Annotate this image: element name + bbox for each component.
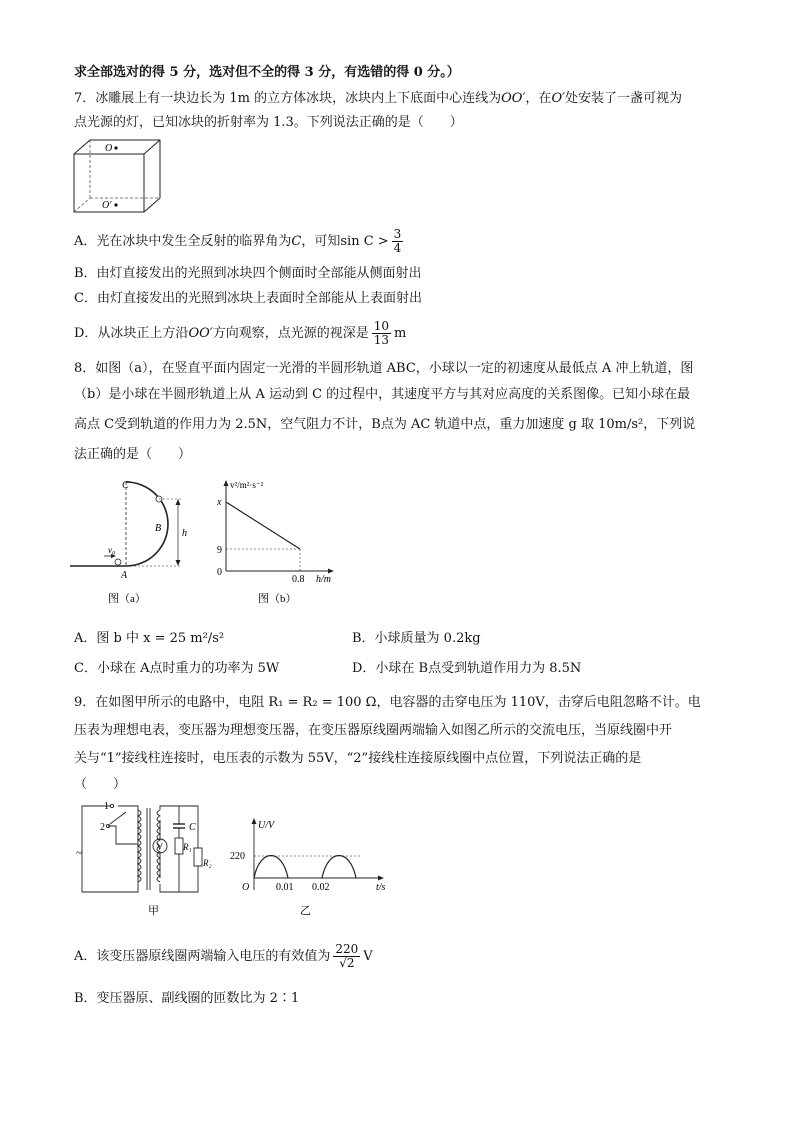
label-origin: O [242, 882, 250, 893]
arrow-right-icon [328, 569, 334, 574]
q7-stem-1: 7．冰雕展上有一块边长为 1m 的立方体冰块，冰块内上下底面中心连线为 [74, 91, 502, 106]
label-x: x [217, 497, 222, 508]
q9-stem-3: 关与“1”接线柱连接时，电压表的示数为 55V，“2”接线柱连接原线圈中点位置，下列说法正确的是 [74, 751, 642, 766]
q8-option-d: D．小球在 B点受到轨道作用力为 8.5N [352, 661, 582, 676]
arrow-up-icon [224, 480, 229, 486]
label-0-02: 0.02 [312, 882, 330, 893]
q8-option-b: B．小球质量为 0.2kg [352, 631, 481, 646]
q8-stem-3: 高点 C受到轨道的作用力为 2.5N，空气阻力不计，B点为 AC 轨道中点，重力加速度 g 取 10m/s²，下列说 [74, 417, 696, 432]
label-c: C [122, 480, 129, 491]
q7-opt-d-unit: m [394, 326, 407, 341]
q9-option-b: B．变压器原、副线圈的匝数比为 2∶1 [74, 991, 300, 1006]
arrow-up-icon [252, 818, 257, 824]
semicircle-track [126, 482, 168, 566]
label-0-01: 0.01 [276, 882, 294, 893]
q7-stem-line-1 [74, 90, 682, 108]
q8-figure-a [70, 476, 200, 608]
q8-option-c: C．小球在 A点时重力的功率为 5W [74, 661, 280, 676]
label-220: 220 [230, 851, 245, 862]
q7-stem-1c: 处安装了一盏可视为 [565, 91, 683, 106]
q8-stem-4: 法正确的是（ ） [74, 447, 192, 462]
q7-opt-d-mid: 方向观察，点光源的视深是 [212, 326, 369, 341]
q7-option-d [74, 320, 406, 347]
terminal-1-label: 1 [104, 801, 109, 812]
label-v0: v₀ [108, 545, 116, 555]
figure-a-caption: 图（a） [108, 593, 146, 605]
wire [82, 886, 138, 892]
capacitor-label: C [189, 822, 196, 833]
half-wave-2 [322, 856, 356, 879]
q9-opt-a-text: A．该变压器原线圈两端输入电压的有效值为 [74, 949, 331, 964]
ac-source-icon: ~ [76, 847, 82, 859]
q7-option-b: B．由灯直接发出的光照到冰块四个侧面时全部能从侧面射出 [74, 266, 422, 281]
q8-figure-b [212, 476, 344, 608]
resistor-r1 [175, 838, 183, 854]
voltmeter-label: V [156, 842, 163, 852]
q7-oo: OO′ [501, 91, 526, 106]
fraction-10-13 [372, 320, 391, 347]
q9-stem-4: （ ） [74, 777, 127, 792]
arrow-right-icon [378, 876, 384, 881]
q9-option-a [74, 943, 373, 970]
q7-opt-a-text: A．光在冰块中发生全反射的临界角为 [74, 234, 292, 249]
label-o: O [105, 143, 113, 154]
q7-opt-d-oo: OO′ [188, 326, 213, 341]
resistor-r2 [194, 848, 202, 866]
switch-blade [110, 812, 126, 824]
v2-h-line [226, 502, 300, 549]
label-0: 0 [217, 567, 222, 578]
cube-hidden-edge [74, 198, 90, 212]
q8-stem-1: 8．如图（a），在竖直平面内固定一光滑的半圆形轨道 ABC，小球以一定的初速度从最低点 A 冲上轨道，图 [74, 361, 694, 376]
q8-stem-2: （b）是小球在半圆形轨道上从 A 运动到 C 的过程中，其速度平方与其对应高度的关系图像。已知小球在最 [74, 387, 691, 402]
point-o-prime [114, 203, 117, 206]
terminal-2-label: 2 [100, 822, 105, 833]
frac-den: 13 [373, 333, 390, 347]
q7-stem-2: 点光源的灯，已知冰块的折射率为 1.3。下列说法正确的是（ ） [74, 115, 463, 130]
q9-stem-1: 9．在如图甲所示的电路中，电阻 R₁ = R₂ = 100 Ω，电容器的击穿电压为 110V，击穿后电阻忽略不计。电 [74, 695, 701, 710]
frac-num: 10 [373, 319, 390, 333]
fraction-220-sqrt2 [333, 943, 360, 970]
q9-waveform-figure [230, 814, 400, 920]
q7-opt-a-mid: ，可知 [301, 234, 341, 249]
label-a: A [121, 570, 128, 581]
figure-yi-caption: 乙 [300, 905, 311, 917]
frac-den: √2 [339, 956, 355, 970]
y-axis-label: U/V [258, 820, 275, 831]
point-o [114, 146, 117, 149]
q7-cube-figure [72, 138, 164, 216]
fraction-3-4 [392, 228, 404, 255]
frac-num: 220 [335, 942, 359, 956]
label-o-prime: O′ [102, 200, 112, 211]
x-axis-label: t/s [376, 882, 386, 893]
wire [82, 806, 112, 892]
frac-den: 4 [393, 241, 402, 255]
terminal [110, 804, 113, 807]
r1-label: R₁ [183, 842, 192, 852]
y-axis-label: v²/m²·s⁻² [230, 480, 264, 490]
label-9: 9 [217, 545, 222, 556]
figure-jia-caption: 甲 [148, 905, 159, 917]
q7-opt-a-c: C [291, 234, 302, 249]
label-b: B [155, 523, 162, 534]
q7-option-c: C．由灯直接发出的光照到冰块上表面时全部能从上表面射出 [74, 291, 422, 306]
half-wave-1 [254, 856, 288, 879]
label-0-8: 0.8 [292, 574, 305, 585]
q7-stem-1b: ，在 [525, 91, 552, 106]
label-h: h [182, 528, 187, 539]
ball-icon [115, 559, 121, 565]
wire [118, 806, 138, 886]
q9-stem-2: 压表为理想电表，变压器为理想变压器，在变压器原线圈两端输入如图乙所示的交流电压，当原线圈中开 [74, 723, 673, 738]
wire [108, 826, 138, 844]
q7-opt-d-pre: D．从冰块正上方沿 [74, 326, 189, 341]
figure-b-caption: 图（b） [258, 593, 297, 605]
r2-label: R₂ [203, 858, 212, 868]
q7-option-a [74, 228, 406, 255]
q7-opt-a-expr: sin C > [340, 234, 389, 249]
q9-opt-a-unit: V [363, 949, 373, 964]
header-note: 求全部选对的得 5 分，选对但不全的得 3 分，有选错的得 0 分。） [74, 65, 460, 80]
x-axis-label: h/m [316, 574, 331, 585]
q8-option-a: A．图 b 中 x = 25 m²/s² [74, 631, 225, 646]
frac-num: 3 [393, 227, 402, 241]
q9-circuit-figure [70, 798, 220, 920]
q7-o-prime: O′ [551, 91, 566, 106]
arrow-up-icon [176, 499, 181, 505]
cube-edge [144, 140, 160, 154]
arrow-down-icon [176, 560, 181, 566]
